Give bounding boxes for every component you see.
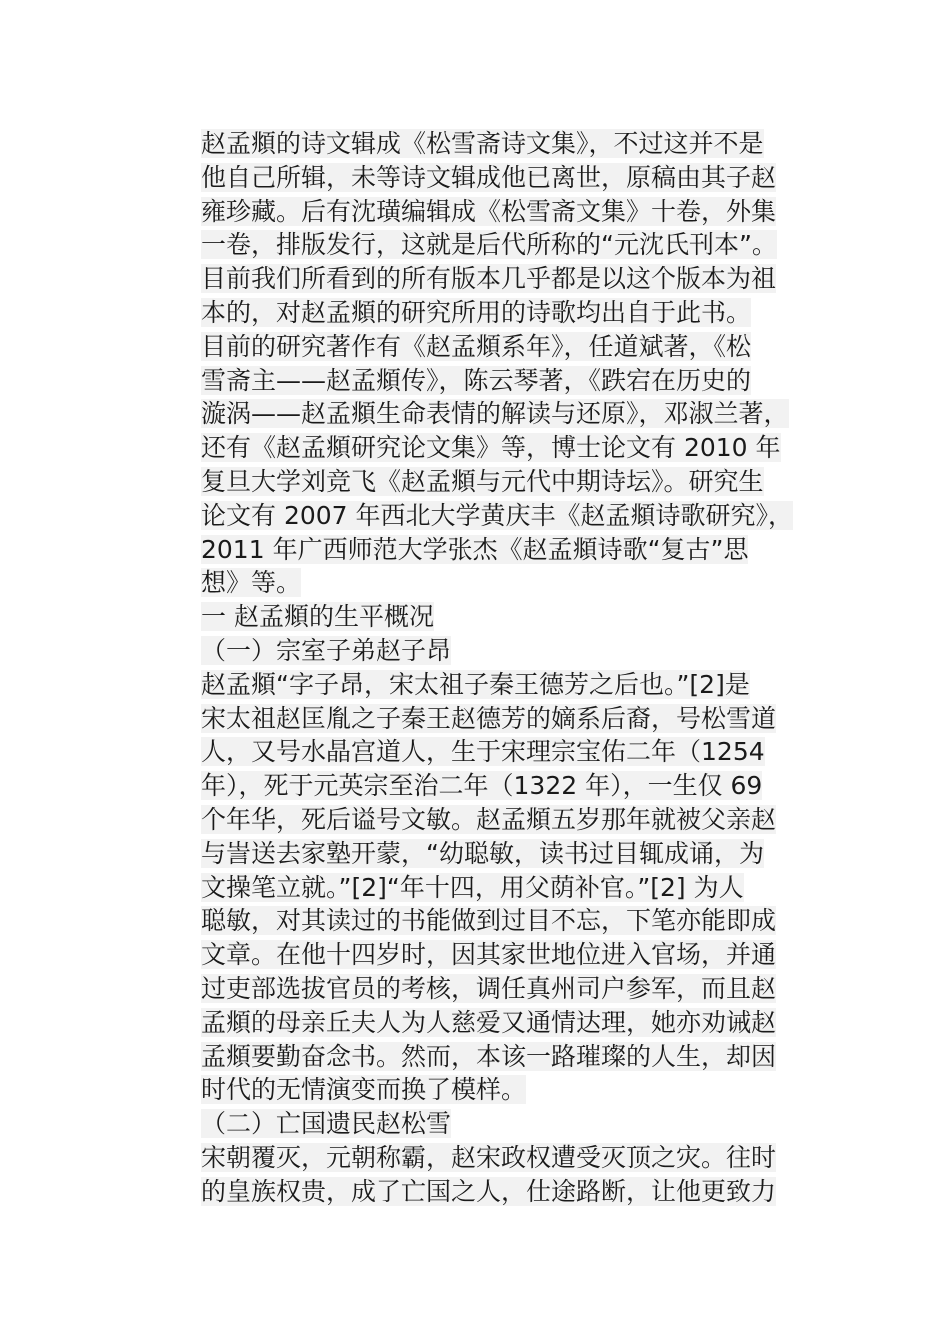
text-line: 2011 年广西师范大学张杰《赵孟頫诗歌“复古”思 <box>201 534 749 564</box>
text-line: 年），死于元英宗至治二年（1322 年），一生仅 69 <box>201 771 763 801</box>
text-line: 复旦大学刘竞飞《赵孟頫与元代中期诗坛》。研究生 <box>201 466 764 496</box>
text-line: 一卷，排版发行，这就是后代所称的“元沈氏刊本”。 <box>201 230 777 260</box>
text-line: 孟頫要勤奋念书。然而，本该一路璀璨的人生，却因 <box>201 1041 777 1071</box>
text-line: 个年华，死后谥号文敏。赵孟頫五岁那年就被父亲赵 <box>201 804 777 834</box>
text-line: 过吏部选拔官员的考核，调任真州司户参军，而且赵 <box>201 973 777 1003</box>
text-line: 文章。在他十四岁时，因其家世地位进入官场，并通 <box>201 940 777 970</box>
text-line: 雪斋主——赵孟頫传》，陈云琴著，《跌宕在历史的 <box>201 365 752 395</box>
text-line: 孟頫的母亲丘夫人为人慈爱又通情达理，她亦劝诫赵 <box>201 1007 777 1037</box>
text-line: 聪敏，对其读过的书能做到过目不忘，下笔亦能即成 <box>201 906 777 936</box>
text-line: 赵孟頫的诗文辑成《松雪斋诗文集》，不过这并不是 <box>201 129 764 158</box>
text-line: 论文有 2007 年西北大学黄庆丰《赵孟頫诗歌研究》， <box>201 500 794 530</box>
text-line: 本的，对赵孟頫的研究所用的诗歌均出自于此书。 <box>201 297 752 327</box>
text-line: 宋太祖赵匡胤之子秦王赵德芳的嫡系后裔，号松雪道 <box>201 703 777 733</box>
text-line: 宋朝覆灭，元朝称霸，赵宋政权遭受灭顶之灾。往时 <box>201 1142 777 1172</box>
text-line: 雍珍藏。后有沈璜编辑成《松雪斋文集》十卷，外集 <box>201 196 777 226</box>
text-line: 漩涡——赵孟頫生命表情的解读与还原》，邓淑兰著， <box>201 399 789 429</box>
text-line: 想》等。 <box>201 568 302 598</box>
subsection-heading: （二）亡国遗民赵松雪 <box>201 1109 452 1139</box>
subsection-heading: （一）宗室子弟赵子昂 <box>201 635 452 665</box>
body-text <box>201 127 821 1209</box>
text-line: 赵孟頫“字子昂，宋太祖子秦王德芳之后也。”[2]是 <box>201 669 750 699</box>
text-line: 文操笔立就。”[2]“年十四，用父荫补官。”[2] 为人 <box>201 872 744 902</box>
text-line: 还有《赵孟頫研究论文集》等，博士论文有 2010 年 <box>201 433 781 463</box>
text-line: 他自己所辑，未等诗文辑成他已离世，原稿由其子赵 <box>201 162 777 192</box>
text-line: 的皇族权贵，成了亡国之人，仕途路断，让他更致力 <box>201 1176 777 1206</box>
text-line: 目前的研究著作有《赵孟頫系年》，任道斌著，《松 <box>201 331 752 361</box>
text-line: 目前我们所看到的所有版本几乎都是以这个版本为祖 <box>201 264 777 294</box>
text-line: 时代的无情演变而换了模样。 <box>201 1075 527 1105</box>
section-heading: 一 赵孟頫的生平概况 <box>201 602 434 632</box>
text-line: 与訔送去家塾开蒙，“幼聪敏，读书过目辄成诵，为 <box>201 838 764 868</box>
text-line: 人，又号水晶宫道人，生于宋理宗宝佑二年（1254 <box>201 737 765 767</box>
